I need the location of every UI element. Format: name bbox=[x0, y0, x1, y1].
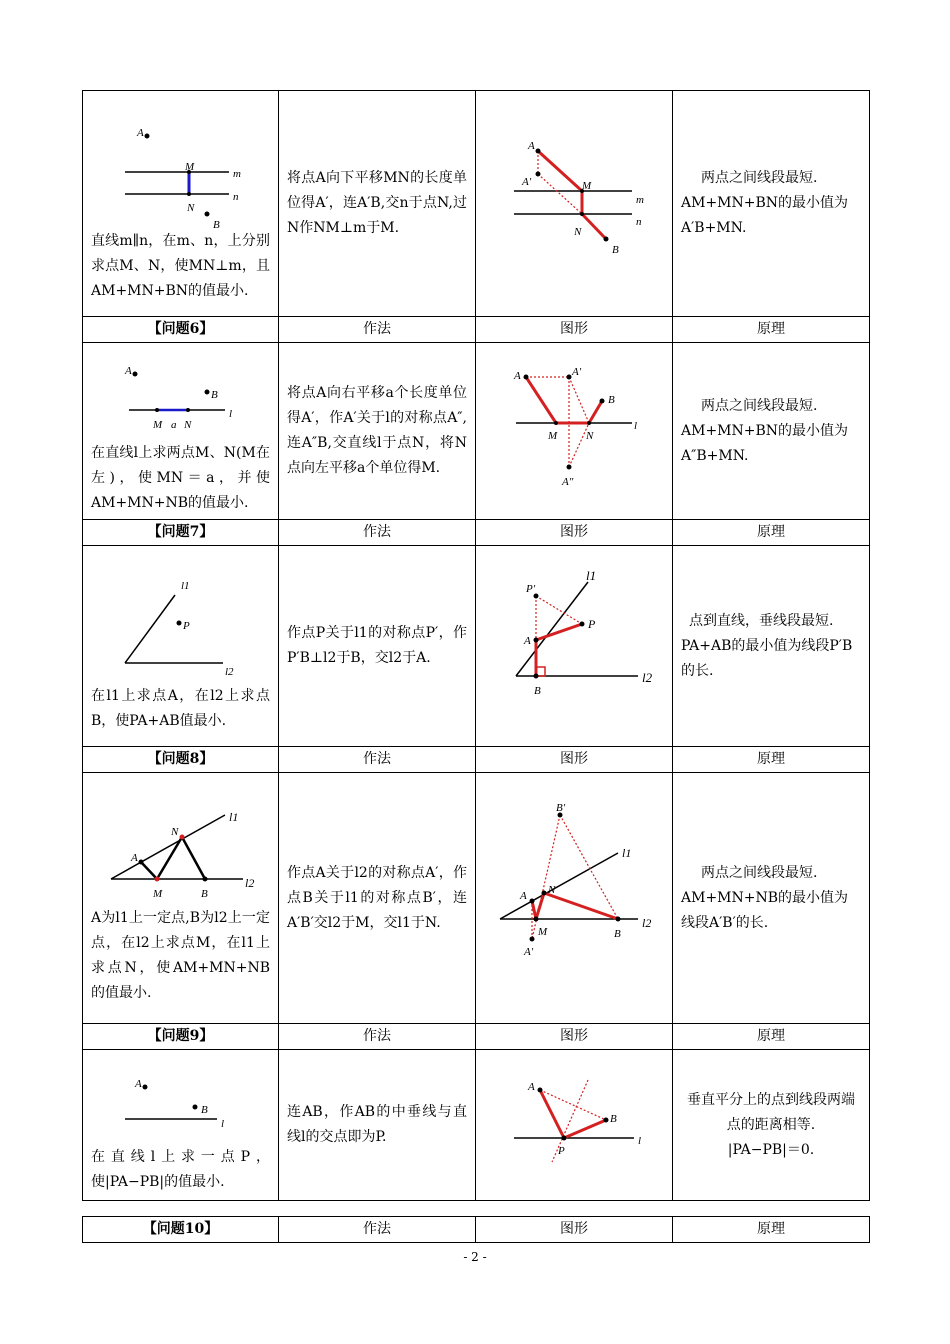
problem-title: 【问题8】 bbox=[147, 751, 214, 767]
header-method: 作法 bbox=[279, 317, 476, 343]
figure-label: l2 bbox=[642, 670, 653, 685]
figure-label: A bbox=[528, 140, 535, 152]
problem-figure bbox=[83, 104, 279, 229]
figure-label: A bbox=[520, 890, 527, 902]
problem-description: 在直线l上求一点P，使|PA−PB|的值最小. bbox=[91, 1149, 270, 1190]
problem-description: 在直线l上求两点M、N(M在左)，使MN＝a，并使AM+MN+NB的值最小. bbox=[91, 445, 270, 511]
header-principle: 原理 bbox=[673, 1024, 870, 1050]
section-header bbox=[83, 317, 870, 343]
figure-label: B bbox=[201, 887, 208, 900]
figure-label: P bbox=[558, 1145, 565, 1157]
figure-label: l1 bbox=[229, 809, 239, 824]
next-section-table bbox=[82, 1216, 870, 1243]
problem-title: 【问题10】 bbox=[142, 1221, 219, 1237]
problem-cell bbox=[83, 773, 279, 1024]
figure-label: A bbox=[135, 1078, 142, 1090]
figure-label: m bbox=[636, 194, 644, 206]
figure-label: N bbox=[184, 419, 192, 431]
problem-cell bbox=[83, 1050, 279, 1201]
header-method: 作法 bbox=[279, 747, 476, 773]
principle-cell: 垂直平分上的点到线段两端点的距离相等. |PA−PB|＝0. bbox=[673, 1050, 870, 1201]
figure-label: N bbox=[171, 825, 179, 838]
figure-label: l bbox=[638, 1135, 642, 1147]
figure-label: M bbox=[153, 887, 163, 900]
figure-label: A″ bbox=[562, 476, 574, 488]
problem-row bbox=[83, 546, 870, 747]
figure-label: B bbox=[211, 389, 218, 401]
problem-cell bbox=[83, 343, 279, 520]
principle-cell: 点到直线，垂线段最短. PA+AB的最小值为线段P′B的长. bbox=[673, 546, 870, 747]
figure-cell bbox=[476, 1050, 673, 1201]
figure-label: A′ bbox=[522, 176, 532, 188]
header-figure: 图形 bbox=[476, 1024, 673, 1050]
figure-label: l1 bbox=[586, 568, 597, 583]
figure-label: B bbox=[213, 218, 220, 229]
figure-cell bbox=[476, 343, 673, 520]
figure-label: l bbox=[229, 408, 233, 420]
figure-label: B bbox=[610, 1113, 617, 1125]
solution-figure bbox=[476, 546, 673, 746]
problem-title: 【问题9】 bbox=[147, 1028, 214, 1044]
figure-label: l1 bbox=[622, 846, 632, 860]
problem-description: 在l1上求点A，在l2上求点B，使PA+AB值最小. bbox=[91, 687, 270, 729]
header-method: 作法 bbox=[279, 1024, 476, 1050]
header-figure: 图形 bbox=[476, 747, 673, 773]
problem-title: 【问题6】 bbox=[147, 321, 214, 337]
figure-label: l bbox=[634, 420, 638, 432]
figure-label: B bbox=[612, 244, 619, 256]
figure-label: M bbox=[582, 180, 592, 192]
problem-title: 【问题7】 bbox=[147, 524, 214, 540]
figure-label: N bbox=[586, 430, 594, 442]
problem-row bbox=[83, 773, 870, 1024]
figure-label: N bbox=[548, 884, 556, 896]
figure-label: M bbox=[185, 160, 195, 173]
figure-label: a bbox=[171, 419, 177, 431]
figure-label: A bbox=[524, 635, 531, 647]
principle-cell: 两点之间线段最短. AM+MN+NB的最小值为线段A′B′的长. bbox=[673, 773, 870, 1024]
header-figure: 图形 bbox=[476, 1217, 673, 1243]
problem-cell bbox=[83, 91, 279, 317]
problems-table bbox=[82, 90, 870, 1201]
figure-label: B bbox=[608, 394, 615, 406]
problem-figure bbox=[83, 791, 279, 906]
principle-cell: 两点之间线段最短. AM+MN+BN的最小值为 A″B+MN. bbox=[673, 343, 870, 520]
header-principle: 原理 bbox=[673, 1217, 870, 1243]
header-principle: 原理 bbox=[673, 520, 870, 546]
solution-figure bbox=[476, 1050, 673, 1200]
header-figure: 图形 bbox=[476, 317, 673, 343]
problem-figure bbox=[83, 1055, 279, 1145]
figure-label: P bbox=[183, 619, 190, 632]
problem-row bbox=[83, 91, 870, 317]
method-text: 连AB，作AB的中垂线与直线l的交点即为P. bbox=[279, 1050, 476, 1201]
figure-label: l bbox=[221, 1118, 225, 1130]
figure-label: P bbox=[588, 617, 596, 631]
header-figure: 图形 bbox=[476, 520, 673, 546]
header-method: 作法 bbox=[279, 1217, 476, 1243]
figure-cell bbox=[476, 773, 673, 1024]
method-text: 将点A向下平移MN的长度单位得A′，连A′B,交n于点N,过N作NM⊥m于M. bbox=[279, 91, 476, 317]
figure-label: N bbox=[574, 226, 582, 238]
figure-label: n bbox=[233, 190, 239, 203]
solution-figure bbox=[476, 773, 673, 1023]
figure-label: A bbox=[125, 365, 132, 377]
problem-description: A为l1上一定点,B为l2上一定点，在l2上求点M，在l1上求点N，使AM+MN+NB的值最小. bbox=[91, 909, 270, 1001]
figure-label: l2 bbox=[245, 875, 255, 890]
method-text: 将点A向右平移a个长度单位得A′，作A′关于l的对称点A″,连A″B,交直线l于点N，将N点向左平移a个单位得M. bbox=[279, 343, 476, 520]
figure-label: B bbox=[534, 685, 541, 697]
problem-figure bbox=[83, 346, 279, 441]
method-text: 作点A关于l2的对称点A′，作点B关于l1的对称点B′，连A′B′交l2于M，交l1于N. bbox=[279, 773, 476, 1024]
figure-label: B bbox=[614, 928, 621, 940]
figure-label: l1 bbox=[181, 579, 190, 592]
principle-cell: 两点之间线段最短. AM+MN+BN的最小值为 A′B+MN. bbox=[673, 91, 870, 317]
figure-label: M bbox=[538, 926, 548, 938]
header-principle: 原理 bbox=[673, 747, 870, 773]
figure-label: B′ bbox=[556, 802, 566, 814]
figure-label: N bbox=[187, 201, 195, 214]
method-text: 作点P关于l1的对称点P′，作P′B⊥l2于B，交l2于A. bbox=[279, 546, 476, 747]
problem-row bbox=[83, 343, 870, 520]
figure-label: A′ bbox=[572, 366, 582, 378]
figure-label: A bbox=[528, 1081, 535, 1093]
figure-label: M bbox=[548, 430, 558, 442]
figure-cell bbox=[476, 546, 673, 747]
page-number: - 2 - bbox=[463, 1250, 487, 1264]
solution-figure bbox=[476, 343, 673, 519]
section-header bbox=[83, 520, 870, 546]
figure-label: A bbox=[131, 851, 138, 864]
figure-label: l2 bbox=[225, 665, 234, 678]
figure-label: A bbox=[514, 370, 521, 382]
problem-cell bbox=[83, 546, 279, 747]
figure-cell bbox=[476, 91, 673, 317]
figure-label: A′ bbox=[524, 946, 534, 958]
figure-label: n bbox=[636, 216, 642, 228]
solution-figure bbox=[476, 91, 673, 316]
problem-description: 直线m∥n，在m、n，上分别求点M、N，使MN⊥m，且AM+MN+BN的值最小. bbox=[91, 232, 270, 299]
figure-label: B bbox=[201, 1104, 208, 1116]
header-method: 作法 bbox=[279, 520, 476, 546]
header-principle: 原理 bbox=[673, 317, 870, 343]
figure-label: M bbox=[153, 419, 163, 431]
figure-label: l2 bbox=[642, 916, 652, 930]
figure-label: m bbox=[233, 167, 241, 180]
section-header bbox=[83, 1024, 870, 1050]
section-header bbox=[83, 747, 870, 773]
section-header bbox=[83, 1217, 870, 1243]
problem-row bbox=[83, 1050, 870, 1201]
figure-label: P′ bbox=[526, 583, 536, 595]
fig-label: A bbox=[137, 126, 144, 139]
problem-figure bbox=[83, 559, 279, 684]
